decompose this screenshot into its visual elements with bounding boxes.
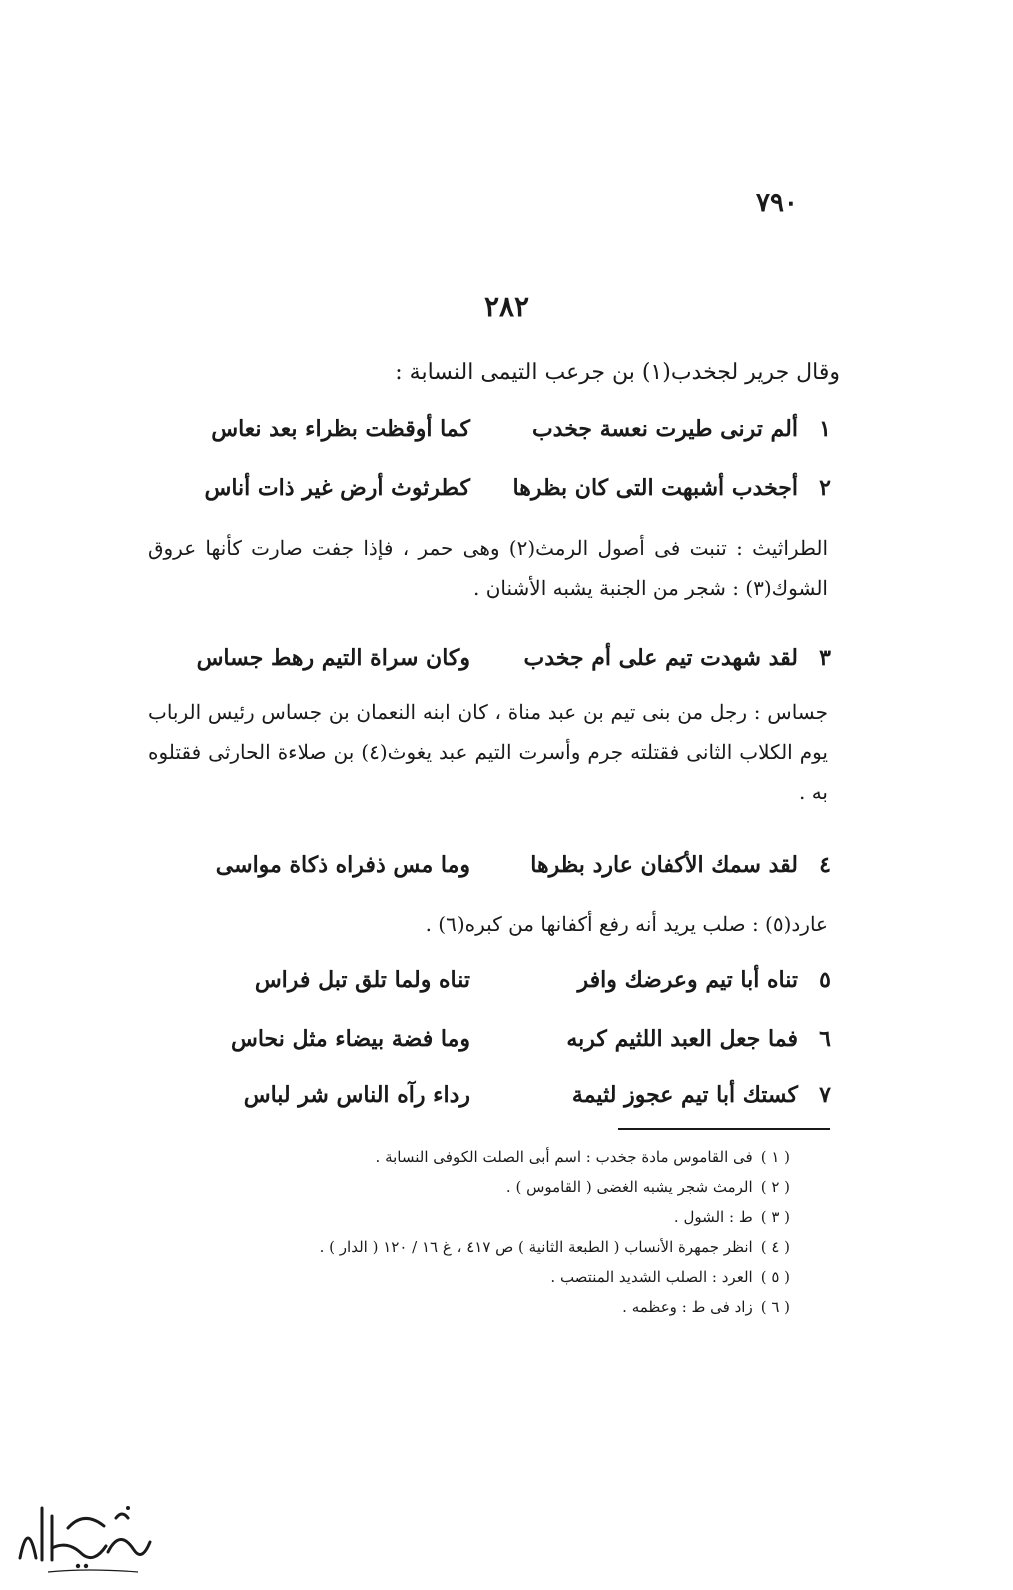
verse-first-hemistich: كستك أبا تيم عجوز لثيمة <box>571 1082 798 1108</box>
verse-second-hemistich: وما مس ذفراه ذكاة مواسى <box>215 852 470 878</box>
verse-number: ٣ <box>819 645 831 671</box>
verse-number: ٦ <box>819 1026 831 1052</box>
verse-number: ١ <box>819 416 831 442</box>
footnote-mark: ( ٤ ) <box>760 1238 790 1256</box>
commentary-note: الطراثيث : تنبت فى أصول الرمث(٢) وهى حمر ، فإذا جفت صارت كأنها عروق الشوك(٣) : شجر من الجنبة يشبه الأشنان . <box>148 536 829 600</box>
verse-first-hemistich: أجخدب أشبهت التى كان بظرها <box>512 475 798 501</box>
footnote-item <box>200 1142 790 1172</box>
footnote-item <box>200 1202 790 1232</box>
verse-4 <box>140 852 840 892</box>
commentary-note: عارد(٥) : صلب يريد أنه رفع أكفانها من كبره(٦) . <box>425 912 828 936</box>
verse-second-hemistich: كطرثوث أرض غير ذات أناس <box>204 475 470 501</box>
verse-first-hemistich: فما جعل العبد اللثيم كربه <box>566 1026 798 1052</box>
footnote-mark: ( ٣ ) <box>760 1208 790 1226</box>
footnote-text: زاد فى ط : وعظمه . <box>622 1298 753 1316</box>
verse-number: ٥ <box>819 967 831 993</box>
commentary-note: جساس : رجل من بنى تيم بن عبد مناة ، كان ابنه النعمان بن جساس رئيس الرباب يوم الكلاب الثانى فقتلته جرم وأسرت التيم عبد يغوث(٤) بن صلاءة الحارثى فقتلوه به . <box>148 700 828 804</box>
footnote-text: انظر جمهرة الأنساب ( الطبعة الثانية ) ص ٤١٧ ، غ ١٦ / ١٢٠ ( الدار ) . <box>319 1238 753 1256</box>
verse-2 <box>140 475 840 515</box>
footnote-mark: ( ١ ) <box>760 1148 790 1166</box>
footnote-item <box>200 1292 790 1322</box>
footnotes <box>200 1142 790 1322</box>
calligraphy-stamp-logo <box>8 1488 158 1578</box>
verse-first-hemistich: لقد سمك الأكفان عارد بظرها <box>530 852 798 878</box>
verse-second-hemistich: وكان سراة التيم رهط جساس <box>196 645 470 671</box>
verse-number: ٧ <box>819 1082 831 1108</box>
verse-1 <box>140 416 840 456</box>
verse-first-hemistich: ألم ترنى طيرت نعسة جخدب <box>531 416 798 442</box>
verse-second-hemistich: تناه ولما تلق تبل فراس <box>254 967 470 993</box>
poem-number: ٢٨٢ <box>483 290 530 323</box>
verse-second-hemistich: وما فضة بيضاء مثل نحاس <box>231 1026 470 1052</box>
page-number: ٧٩٠ <box>756 188 798 218</box>
verse-7 <box>140 1082 840 1122</box>
footnote-divider <box>618 1128 830 1130</box>
verse-6 <box>140 1026 840 1066</box>
footnote-text: الرمث شجر يشبه الغضى ( القاموس ) . <box>505 1178 753 1196</box>
footnote-mark: ( ٥ ) <box>760 1268 790 1286</box>
poem-intro: وقال جرير لجخدب(١) بن جرعب التيمى النسابة : <box>395 360 840 385</box>
verse-first-hemistich: تناه أبا تيم وعرضك وافر <box>577 967 798 993</box>
footnote-item <box>200 1172 790 1202</box>
footnote-text: العرد : الصلب الشديد المنتصب . <box>550 1268 753 1286</box>
verse-3 <box>140 645 840 685</box>
verse-5 <box>140 967 840 1007</box>
verse-second-hemistich: كما أوقظت بظراء بعد نعاس <box>211 416 470 442</box>
footnote-mark: ( ٢ ) <box>760 1178 790 1196</box>
footnote-text: فى القاموس مادة جخدب : اسم أبى الصلت الكوفى النسابة . <box>375 1148 753 1166</box>
verse-second-hemistich: رداء رآه الناس شر لباس <box>243 1082 470 1108</box>
footnote-item <box>200 1262 790 1292</box>
verse-first-hemistich: لقد شهدت تيم على أم جخدب <box>523 645 798 671</box>
footnote-text: ط : الشول . <box>673 1208 753 1226</box>
verse-number: ٤ <box>819 852 831 878</box>
verse-number: ٢ <box>819 475 831 501</box>
footnote-item <box>200 1232 790 1262</box>
footnote-mark: ( ٦ ) <box>760 1298 790 1316</box>
